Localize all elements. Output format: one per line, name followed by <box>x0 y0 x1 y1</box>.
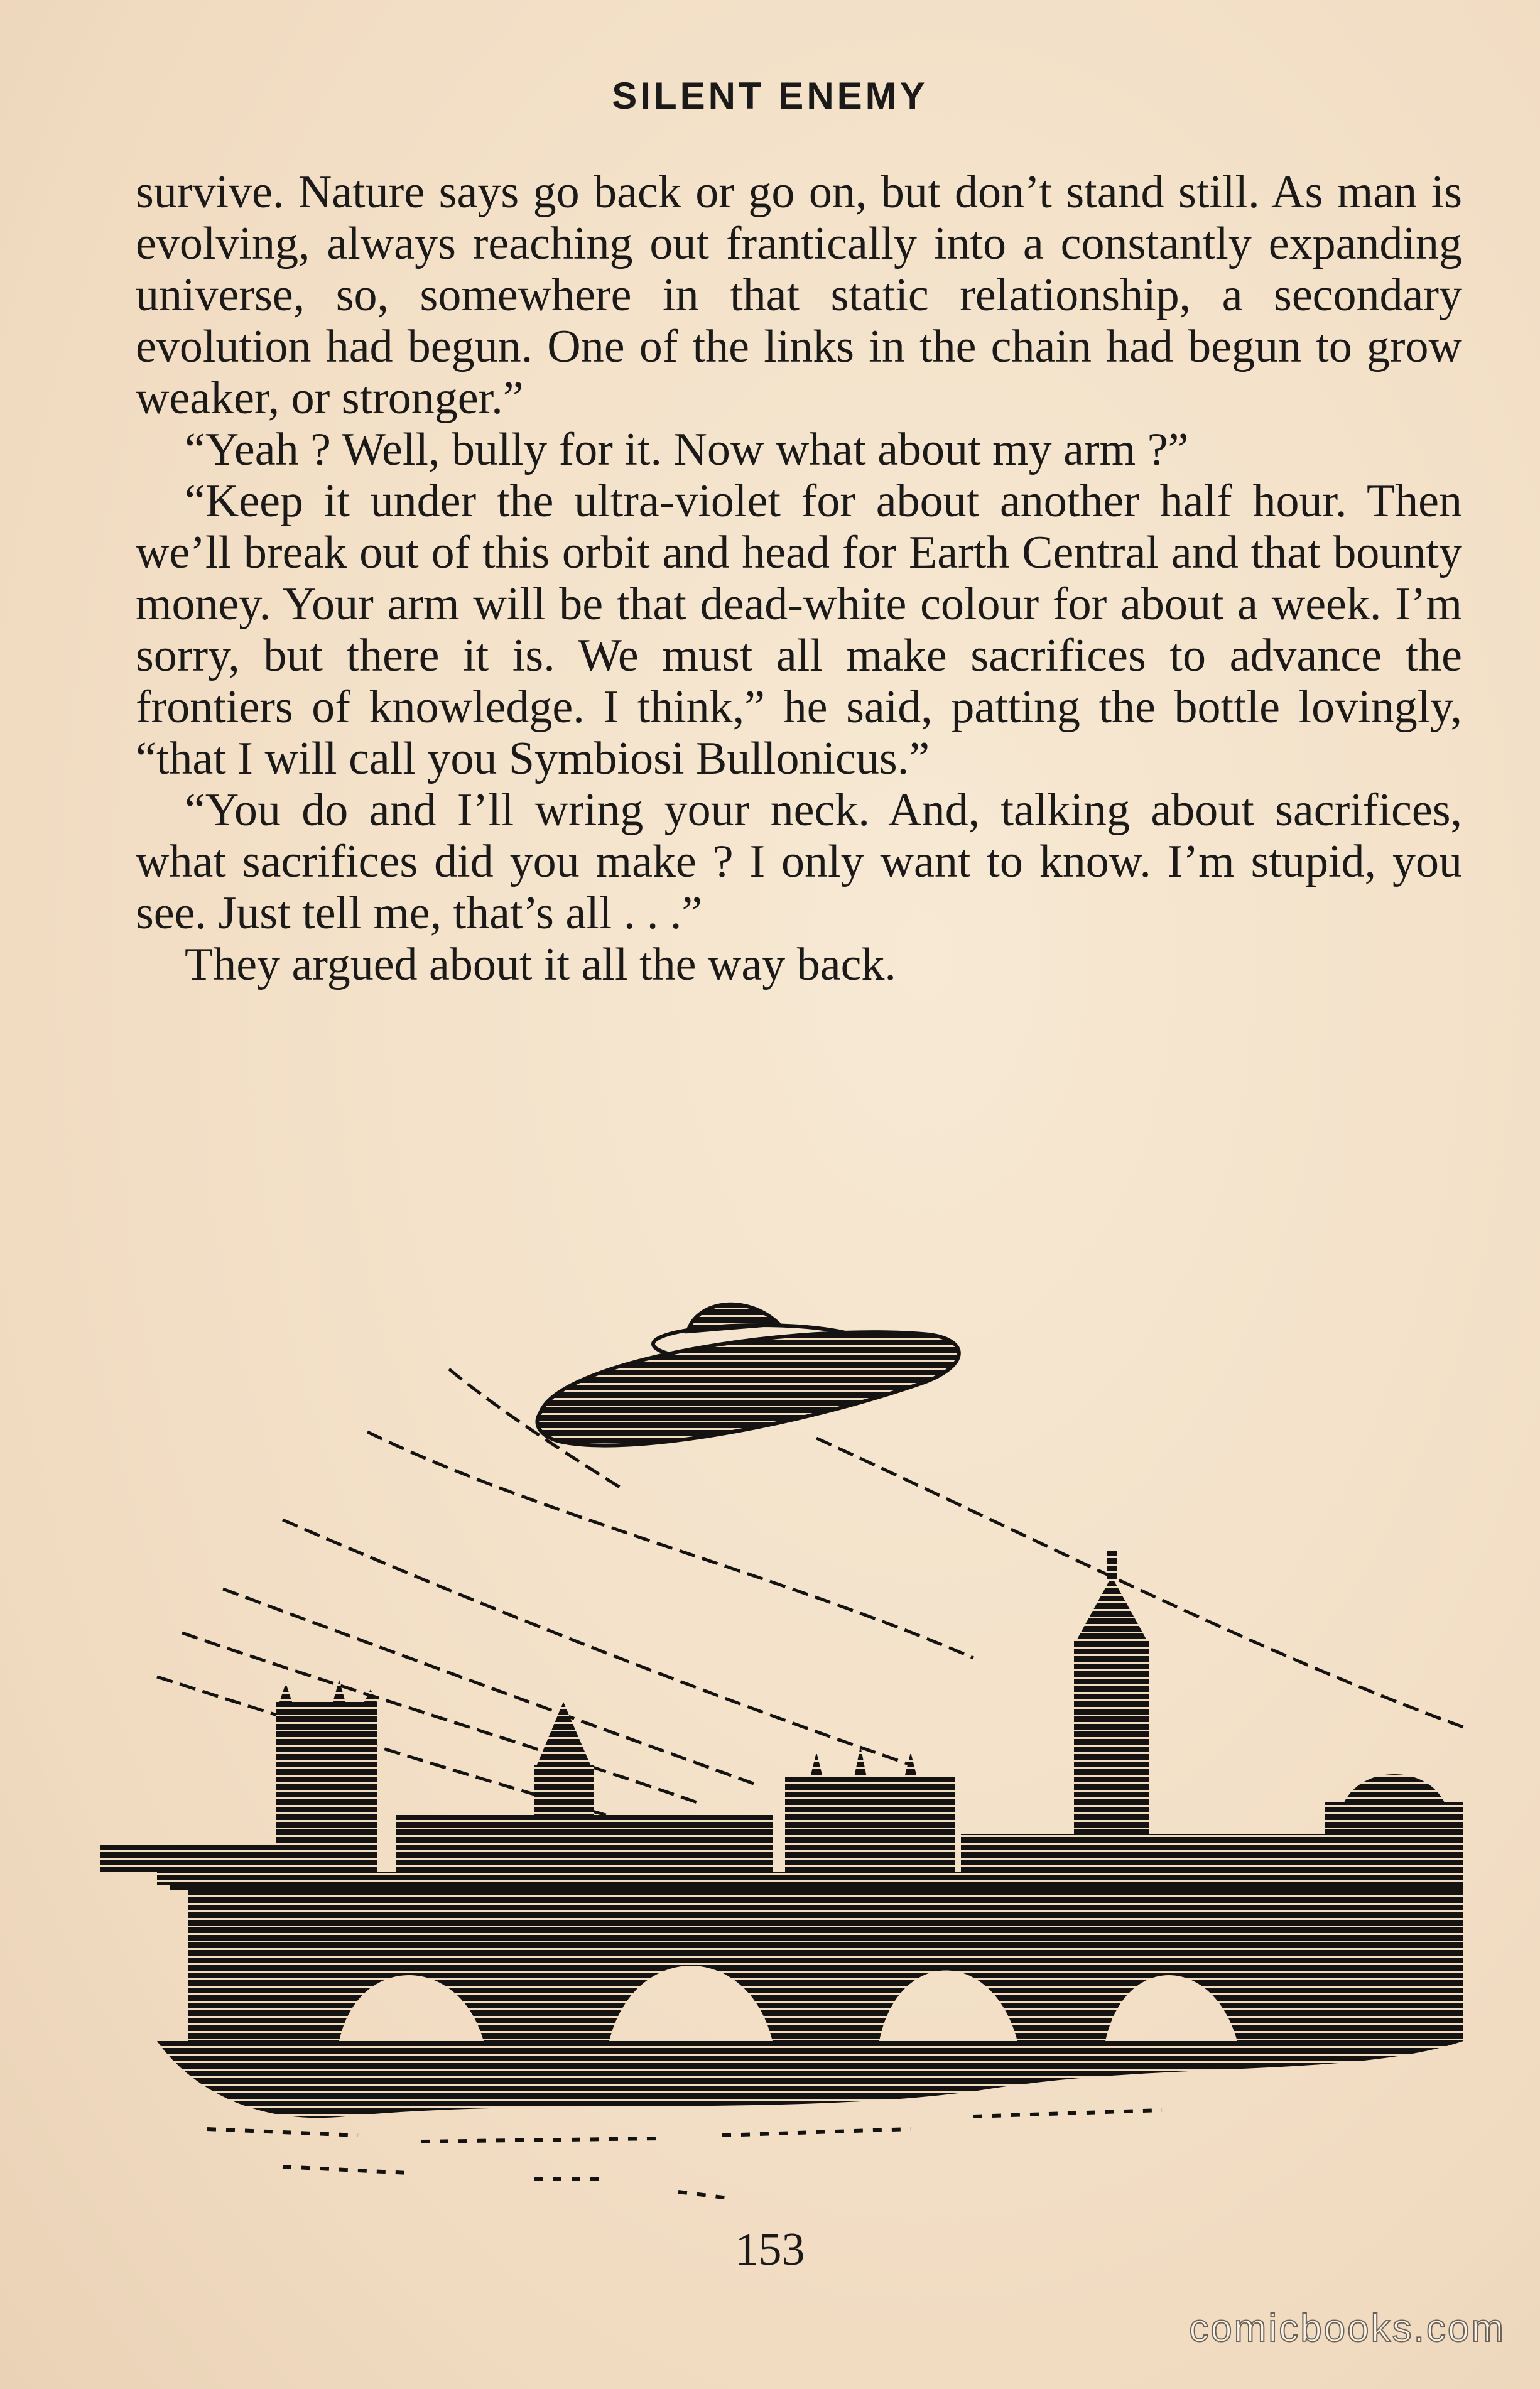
page-number: 153 <box>735 2224 805 2275</box>
body-text <box>136 166 1462 990</box>
water-ripples <box>207 2110 1162 2198</box>
watermark: comicbooks.com <box>1189 2307 1505 2350</box>
paragraph: “Yeah ? Well, bully for it. Now what about my arm ?” <box>185 424 1189 475</box>
running-title: SILENT ENEMY <box>612 75 928 117</box>
paragraph: They argued about it all the way back. <box>185 939 896 990</box>
flying-saucer-over-westminster-illustration <box>94 1250 1476 2229</box>
westminster-skyline <box>100 1551 1463 1872</box>
paragraph: “Keep it under the ultra-violet for about another half hour. Then we’ll break out of this orbit and head for Earth Central and that bounty money. Your arm will be that dead-white colour for about a week. I’m sorry, but there it is. We must all make sacrifices to advance the frontiers of knowledge. I think,” he said, patting the bottle lovingly, “that I will call you Symbiosi Bullonicus.” <box>136 475 1462 784</box>
flying-saucer <box>537 1304 958 1446</box>
river-reflection <box>157 2041 1463 2118</box>
westminster-bridge <box>157 1872 1463 2041</box>
paragraph: survive. Nature says go back or go on, but don’t stand still. As man is evolving, always reaching out frantically into a constantly expanding universe, so, somewhere in that static relationship, a secondary evolution had begun. One of the links in the chain had begun to grow weaker, or stronger.” <box>136 166 1462 424</box>
paragraph: “You do and I’ll wring your neck. And, talking about sacrifices, what sacrifices did you make ? I only want to know. I’m stupid, you see. Just tell me, that’s all . . .” <box>136 784 1462 939</box>
